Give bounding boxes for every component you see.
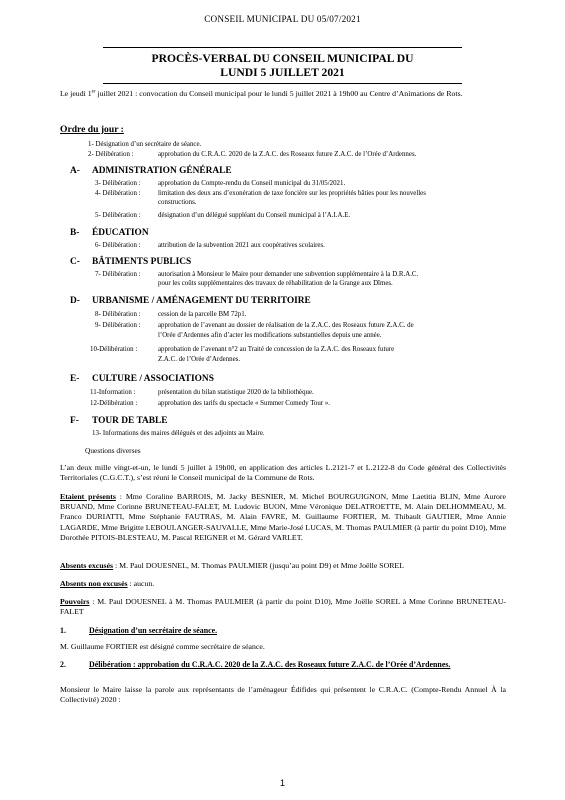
section-e-heading: E- CULTURE / ASSOCIATIONS: [70, 374, 214, 384]
section-b-heading: B- ÉDUCATION: [70, 228, 149, 238]
agenda-item-2: 2- Délibération : approbation du C.R.A.C. 2020 de la Z.A.C. des Roseaux future Z.A.C. de l’Orée d’Ardennes.: [88, 151, 417, 158]
non-excuses-text: : aucun.: [127, 579, 155, 588]
point-1-text: M. Guillaume FORTIER est désigné comme secrétaire de séance.: [60, 642, 265, 651]
point-2-number: 2.: [60, 660, 66, 669]
pouvoirs-text: : M. Paul DOUESNEL à M. Thomas PAULMIER (à partir du point D10), Mme Joëlle SOREL à Mme Corinne BRUNETEAU-FALET: [60, 597, 506, 617]
session-paragraph: L’an deux mille vingt-et-un, le lundi 5 juillet à 19h00, en application des articles L.2121-7 et L.2122-8 du Code général des Collectivités Territoriales (C.G.C.T.), s’est réuni le Conseil municipal de la Commune de Rots.: [60, 463, 506, 483]
section-d-heading: D- URBANISME / AMÉNAGEMENT DU TERRITOIRE: [70, 296, 311, 306]
agenda-item-3: 3- Délibération : approbation du Compte-rendu du Conseil municipal du 31/05/2021.: [95, 180, 346, 187]
point-2-title: Délibération : approbation du C.R.A.C. 2020 de la Z.A.C. des Roseaux future Z.A.C. de l’Orée d’Ardennes.: [89, 660, 451, 669]
document-title: [103, 47, 462, 84]
intro-text: juillet 2021 : convocation du Conseil municipal pour le lundi 5 juillet 2021 à 19h00 au Centre d’Animations de Rots.: [95, 89, 463, 98]
excuses-paragraph: [60, 561, 506, 571]
excuses-label: Absents excusés: [60, 561, 114, 570]
agenda-item-6: 6- Délibération : attribution de la subvention 2021 aux coopératives scolaires.: [95, 242, 325, 249]
agenda-item-11: 11-Information : présentation du bilan statistique 2020 de la bibliothèque.: [90, 389, 314, 396]
page-number: 1: [279, 778, 285, 788]
questions-diverses: Questions diverses: [85, 446, 141, 455]
excuses-text: : M. Paul DOUESNEL, M. Thomas PAULMIER (jusqu’au point D9) et Mme Joëlle SOREL: [113, 561, 404, 570]
agenda-item-12: 12-Délibération : approbation des tarifs du spectacle « Summer Comedy Tour ».: [90, 400, 330, 407]
non-excuses-label: Absents non excusés: [60, 579, 128, 588]
non-excuses-paragraph: [60, 579, 506, 589]
agenda-item-9: 9- Délibération : approbation de l’avenant au dossier de réalisation de la Z.A.C. des Roseaux future Z.A.C. de l’Orée d’Ardennes afin d’acter les modifications substantielles depuis une année.: [95, 322, 414, 339]
section-f-heading: F- TOUR DE TABLE: [70, 416, 168, 426]
point-1-title: Désignation d’un secrétaire de séance.: [89, 626, 218, 635]
title-line-2: LUNDI 5 JUILLET 2021: [220, 66, 345, 79]
running-header: CONSEIL MUNICIPAL DU 05/07/2021: [204, 14, 361, 24]
presents-label: Etaient présents: [60, 492, 116, 501]
section-c-heading: C- BÂTIMENTS PUBLICS: [70, 257, 192, 267]
intro-paragraph: [60, 89, 506, 99]
agenda-heading: Ordre du jour :: [60, 124, 124, 135]
agenda-item-1: 1- Désignation d’un secrétaire de séance.: [88, 141, 202, 148]
agenda-item-10: 10-Délibération : approbation de l’avenant n°2 au Traité de concession de la Z.A.C. des Roseaux future Z.A.C. de l’Orée d’Ardennes.: [90, 346, 395, 363]
pouvoirs-paragraph: [60, 597, 506, 617]
agenda-item-7: 7- Délibération : autorisation à Monsieur le Maire pour demander une subvention supplémentaire à la D.R.A.C. pour les coûts supplémentaires des travaux de réhabilitation de la Grange aux Dîmes.: [95, 271, 419, 287]
agenda-item-5: 5- Délibération : désignation d’un délégué suppléant du Conseil municipal à l’A.I.A.E.: [95, 212, 351, 219]
agenda-item-13: 13- Informations des maires délégués et des adjoints au Maire.: [92, 430, 265, 437]
pouvoirs-label: Pouvoirs: [60, 597, 90, 606]
intro-sup: er: [91, 89, 96, 95]
point-2-text: Monsieur le Maire laisse la parole aux représentants de l’aménageur Édifides qui présentent le C.R.A.C. (Compte-Rendu Annuel À la Collectivité) 2020 :: [60, 685, 506, 705]
title-line-1: PROCÈS-VERBAL DU CONSEIL MUNICIPAL DU: [151, 52, 414, 65]
section-a-heading: A- ADMINISTRATION GÉNÉRALE: [70, 166, 232, 176]
presents-paragraph: [60, 492, 506, 543]
agenda-item-8: 8- Délibération : cession de la parcelle BM 72p1.: [95, 311, 247, 318]
agenda-item-4: 4- Délibération : limitation des deux ans d’exonération de taxe foncière sur les propriétés bâties pour les nouvelles constructions.: [95, 190, 426, 206]
point-1-number: 1.: [60, 626, 66, 635]
intro-prefix: Le jeudi 1: [60, 89, 92, 98]
presents-text: : Mme Coraline BARROIS, M. Jacky BESNIER, M. Michel BOURGUIGNON, Mme Laetitia BLIN, Mme Aurore BRUAND, Mme Corinne BRUNETEAU-FALET, M. Ludovic BUON, Mme Véronique DELATROETTE, M. Alain DELHOMMEAU, M. Franco DURIATTI, Mme Stéphanie FAUTRAS, M. Alain FAVRE, M. Guillaume FORTIER, M. Thibault GAUTIER, Mme Annie LAGARDE, Mme Brigitte LEBOULANGER-SAUVALLE, Mme Marie-José LUCAS, M. Thomas PAULMIER (à partir du point D10), Mme Dorothée PITOIS-BLESTEAU, M. Pascal REIGNER et M. Gérard VARLET.: [60, 492, 506, 542]
